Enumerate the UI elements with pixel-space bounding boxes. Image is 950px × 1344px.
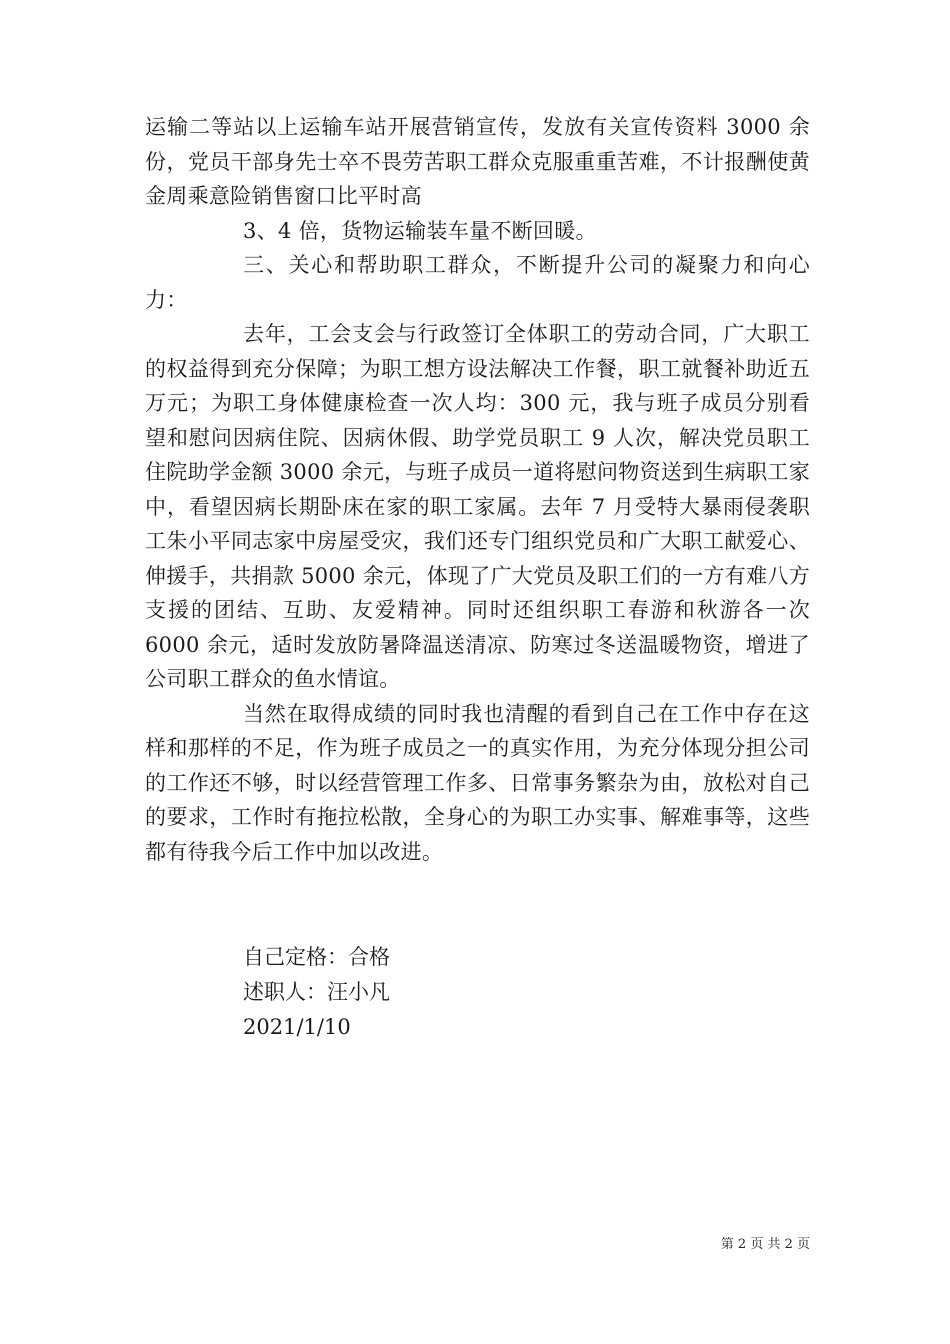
self-rating-line: 自己定格：合格 (243, 945, 390, 969)
page-number-footer: 第 2 页 共 2 页 (720, 1237, 810, 1252)
document-body (145, 110, 810, 869)
reporter-line: 述职人：汪小凡 (243, 980, 390, 1004)
paragraph-welfare: 去年，工会支会与行政签订全体职工的劳动合同，广大职工的权益得到充分保障；为职工想方设法解决工作餐，职工就餐补助近五万元；为职工身体健康检查一次人均：300 元，我与班子成员分别看望和慰问因病住院、因病休假、助学党员职工 9 人次，解决党员职工住院助学金额 3000 余元，与班子成员一道将慰问物资送到生病职工家中，看望因病长期卧床在家的职工家属。去年 7 月受特大暴雨侵袭职工朱小平同志家中房屋受灾，我们还专门组织党员和广大职工献爱心、伸援手，共捐款 5000 余元，体现了广大党员及职工们的一方有难八方支援的团结、互助、友爱精神。同时还组织职工春游和秋游各一次 6000 余元，适时发放防暑降温送清凉、防寒过冬送温暖物资，增进了公司职工群众的鱼水情谊。 (145, 322, 810, 691)
date-line: 2021/1/10 (243, 1015, 351, 1039)
paragraph-multiplier: 3、4 倍，货物运输装车量不断回暖。 (243, 218, 597, 243)
paragraph-continuation: 运输二等站以上运输车站开展营销宣传，发放有关宣传资料 3000 余份，党员干部身先士卒不畏劳苦职工群众克服重重苦难，不计报酬使黄金周乘意险销售窗口比平时高 (145, 115, 810, 208)
section-heading-care: 三、关心和帮助职工群众，不断提升公司的凝聚力和向心力： (145, 253, 810, 312)
paragraph-shortcomings: 当然在取得成绩的同时我也清醒的看到自己在工作中存在这样和那样的不足，作为班子成员之一的真实作用，为充分体现分担公司的工作还不够，时以经营管理工作多、日常事务繁杂为由，放松对自己的要求，工作时有拖拉松散，全身心的为职工办实事、解难事等，这些都有待我今后工作中加以改进。 (145, 701, 810, 864)
